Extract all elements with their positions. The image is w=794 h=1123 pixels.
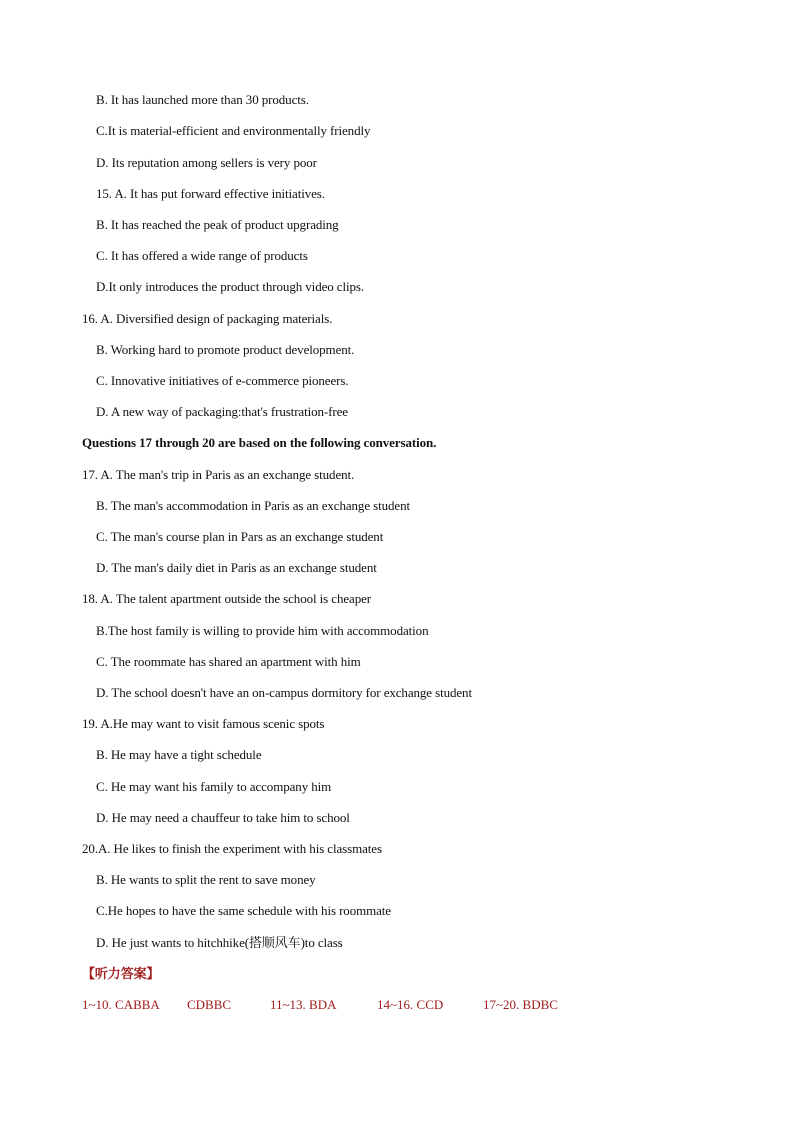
question-line: 16. A. Diversified design of packaging materials.	[82, 311, 333, 326]
question-line: 18. A. The talent apartment outside the school is cheaper	[82, 591, 372, 606]
option-line: B.The host family is willing to provide him with accommodation	[96, 623, 429, 638]
answer-group: 14~16. CCD	[377, 997, 444, 1012]
question-line: 20.A. He likes to finish the experiment with his classmates	[82, 841, 382, 856]
option-line: D. The man's daily diet in Paris as an exchange student	[96, 560, 377, 575]
option-line: D. He just wants to hitchhike(搭顺风车)to class	[96, 935, 343, 950]
answer-group: 11~13. BDA	[270, 997, 337, 1012]
answer-group: 17~20. BDBC	[483, 997, 558, 1012]
option-line: C.He hopes to have the same schedule with his roommate	[96, 903, 391, 918]
question-line: 19. A.He may want to visit famous scenic spots	[82, 716, 325, 731]
option-line: D. Its reputation among sellers is very poor	[96, 155, 317, 170]
section-heading: Questions 17 through 20 are based on the following conversation.	[82, 435, 437, 450]
option-line: C. Innovative initiatives of e-commerce pioneers.	[96, 373, 349, 388]
option-line: D. He may need a chauffeur to take him to school	[96, 810, 350, 825]
option-line: D. The school doesn't have an on-campus dormitory for exchange student	[96, 685, 472, 700]
option-line: C. It has offered a wide range of products	[96, 248, 308, 263]
answer-group: CDBBC	[187, 997, 232, 1012]
option-line: B. It has reached the peak of product upgrading	[96, 217, 339, 232]
option-line: C. The roommate has shared an apartment with him	[96, 654, 361, 669]
option-line: D.It only introduces the product through video clips.	[96, 279, 365, 294]
option-line: B. He wants to split the rent to save money	[96, 872, 316, 887]
option-line: D. A new way of packaging:that's frustration-free	[96, 404, 348, 419]
option-line: C.It is material-efficient and environmentally friendly	[96, 123, 371, 138]
question-line: 17. A. The man's trip in Paris as an exchange student.	[82, 467, 355, 482]
option-line: C. The man's course plan in Pars as an exchange student	[96, 529, 384, 544]
question-line: 15. A. It has put forward effective initiatives.	[96, 186, 325, 201]
option-line: B. He may have a tight schedule	[96, 747, 262, 762]
option-line: B. Working hard to promote product development.	[96, 342, 355, 357]
answer-group: 1~10. CABBA	[82, 997, 160, 1012]
option-line: B. The man's accommodation in Paris as an exchange student	[96, 498, 411, 513]
answer-heading: 【听力答案】	[82, 966, 160, 981]
option-line: C. He may want his family to accompany him	[96, 779, 332, 794]
option-line: B. It has launched more than 30 products.	[96, 92, 309, 107]
